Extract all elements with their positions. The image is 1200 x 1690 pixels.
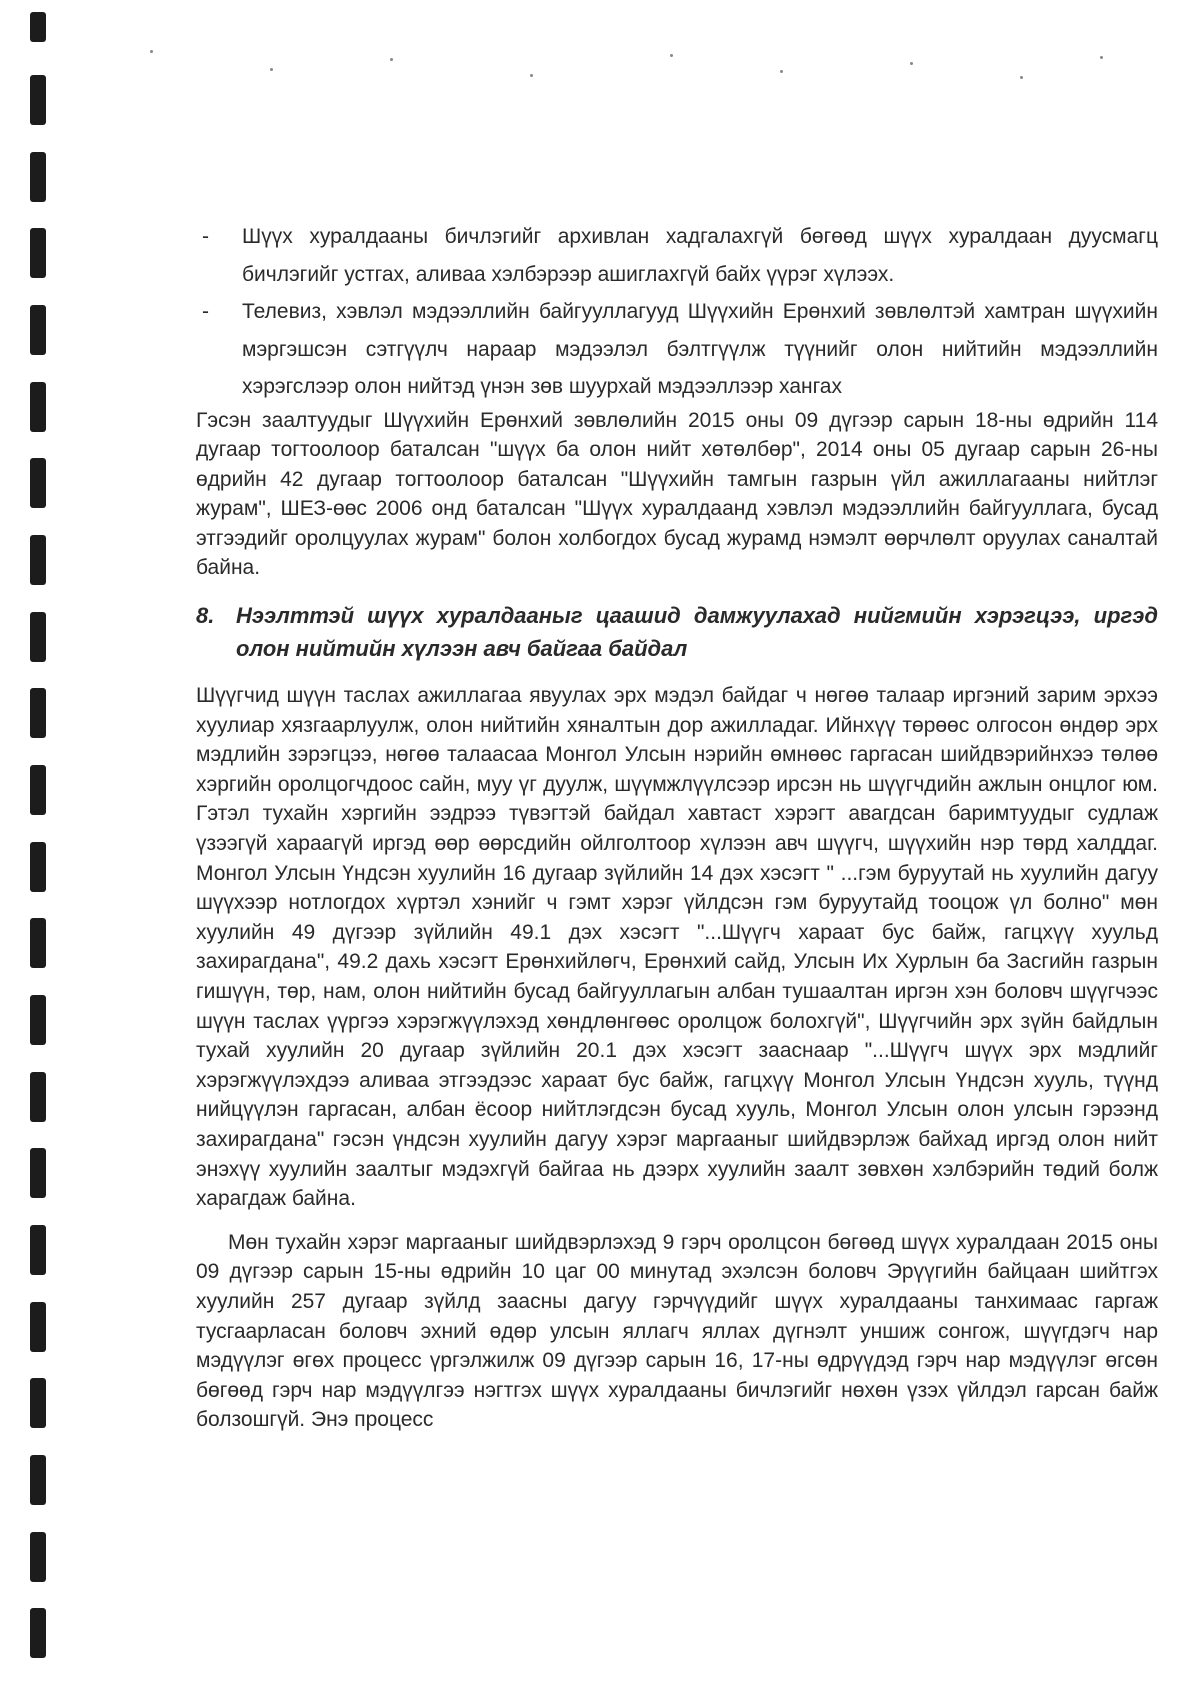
list-item-text: Шүүх хуралдааны бичлэгийг архивлан хадгалахгүй бөгөөд шүүх хуралдаан дуусмагц бичлэгийг устгах, аливаа хэлбэрээр ашиглахгүй байх үүрэг хүлээх. bbox=[242, 225, 1158, 286]
binding-hole bbox=[30, 535, 46, 585]
binding-hole bbox=[30, 1532, 46, 1582]
list-item bbox=[202, 293, 1158, 406]
binding-hole bbox=[30, 305, 46, 355]
binding-hole bbox=[30, 458, 46, 508]
binding-hole bbox=[30, 1148, 46, 1198]
list-item-text: Телевиз, хэвлэл мэдээллийн байгууллагууд Шүүхийн Ерөнхий зөвлөлтэй хамтран шүүхийн мэргэшсэн сэтгүүлч нараар мэдээлэл бэлтгүүлж түүнийг олон нийтийн мэдээллийн хэрэгслээр олон нийтэд үнэн зөв шуурхай мэдээллээр хангах bbox=[242, 300, 1158, 398]
binding-hole bbox=[30, 842, 46, 892]
binding-hole bbox=[30, 1455, 46, 1505]
binding-hole bbox=[30, 995, 46, 1045]
binding-hole bbox=[30, 75, 46, 125]
section-title: Нээлттэй шүүх хуралдааныг цаашид дамжуулахад нийгмийн хэрэгцээ, иргэд олон нийтийн хүлээн авч байгаа байдал bbox=[236, 603, 1158, 662]
binding-hole bbox=[30, 1225, 46, 1275]
binding-hole bbox=[30, 1378, 46, 1428]
binding-hole bbox=[30, 228, 46, 278]
binding-hole bbox=[30, 918, 46, 968]
binding-hole bbox=[30, 152, 46, 202]
binding-hole bbox=[30, 12, 46, 42]
dash-marker: - bbox=[202, 300, 209, 323]
binding-hole bbox=[30, 1302, 46, 1352]
paragraph: Гэсэн заалтуудыг Шүүхийн Ерөнхий зөвлөлийн 2015 оны 09 дүгээр сарын 18-ны өдрийн 114 дугаар тогтоолоор баталсан "шүүх ба олон нийт хөтөлбөр", 2014 оны 05 дугаар сарын 26-ны өдрийн 42 дугаар тогтоолоор баталсан "Шүүхийн тамгын газрын үйл ажиллагааны нийтлэг журам", ШЕЗ-өөс 2006 онд баталсан "Шүүх хуралдаанд хэвлэл мэдээллийн байгууллага, бусад этгээдийг оролцуулах журам" болон холбогдох бусад журамд нэмэлт өөрчлөлт оруулах саналтай байна. bbox=[196, 408, 1158, 580]
binding-hole bbox=[30, 612, 46, 662]
list-item bbox=[202, 218, 1158, 293]
binding-holes bbox=[0, 0, 60, 1690]
section-heading bbox=[196, 599, 1158, 665]
bullet-list bbox=[202, 218, 1158, 406]
paragraph: Мөн тухайн хэрэг маргааныг шийдвэрлэхэд 9 гэрч оролцсон бөгөөд шүүх хуралдаан 2015 оны 09 дүгээр сарын 15-ны өдрийн 10 цаг 00 минутад эхэлсэн боловч Эрүүгийн байцаан шийтгэх хуулийн 257 дугаар зүйлд заасны дагуу гэрчүүдийг шүүх хуралдааны танхимаас гаргаж тусгаарласан боловч эхний өдөр улсын яллагч яллах дүгнэлт уншиж сонгож, шүүгдэгч нар мэдүүлэг өгөх процесс үргэлжилж 09 дүгээр сарын 16, 17-ны өдрүүдэд гэрч нар мэдүүлэг өгсөн бөгөөд гэрч нар мэдүүлгээ нэгтгэх шүүх хуралдааны бичлэгийг нөхөн үзэх үйлдэл гарсан байж болзошгүй. Энэ процесс bbox=[196, 1230, 1158, 1432]
document-body bbox=[196, 218, 1158, 1435]
section-number: 8. bbox=[196, 603, 215, 629]
paragraph: Шүүгчид шүүн таслах ажиллагаа явуулах эрх мэдэл байдаг ч нөгөө талаар иргэний зарим эрхээ хуулиар хязгаарлуулж, олон нийтийн хяналтын дор ажилладаг. Ийнхүү төрөөс олгосон өндөр эрх мэдлийн зэрэгцээ, нөгөө талаасаа Монгол Улсын нэрийн өмнөөс гаргасан шийдвэрийнхээ төлөө хэргийн оролцогчдоос сайн, муу үг дуулж, шүүмжлүүлсээр ирсэн нь шүүгчдийн ажлын онцлог юм. Гэтэл тухайн хэргийн ээдрээ түвэгтэй байдал хавтаст хэрэгт авагдсан баримтуудыг судлаж үзээгүй хараагүй иргэд өөр өөрсдийн ойлголтоор хүлээн авч шүүгч, шүүхийн нэр төрд халддаг. Монгол Улсын Үндсэн хуулийн 16 дугаар зүйлийн 14 дэх хэсэгт " ...гэм буруутай нь хуулийн дагуу шүүхээр нотлогдох хүртэл хэнийг ч гэмт хэрэг үйлдсэн гэм буруутайд тооцож үл болно" мөн хуулийн 49 дүгээр зүйлийн 49.1 дэх хэсэгт "...Шүүгч хараат бус байж, гагцхүү хуульд захирагдана", 49.2 дахь хэсэгт Ерөнхийлөгч, Ерөнхий сайд, Улсын Их Хурлын ба Засгийн газрын гишүүн, төр, нам, олон нийтийн бусад байгууллагын албан тушаалтан иргэн хэн боловч шүүгчээс шүүн таслах үүргээ хэрэгжүүлэхэд хөндлөнгөөс оролцож болохгүй", Шүүгчийн эрх зүйн байдлын тухай хуулийн 20 дугаар зүйлийн 20.1 дэх хэсэгт зааснаар "...Шүүгч шүүх эрх мэдлийг хэрэгжүүлэхдээ аливаа этгээдээс хараат бус байж, гагцхүү Монгол Улсын Үндсэн хууль, түүнд нийцүүлэн гаргасан, албан ёсоор нийтлэгдсэн бусад хууль, Монгол Улсын олон улсын гэрээнд захирагдана" гэсэн үндсэн хуулийн дагуу хэрэг маргааныг шийдвэрлэж байхад иргэд олон нийт энэхүү хуулийн заалтыг мэдэхгүй байгаа нь дээрх хуулийн заалт зөвхөн хэлбэрийн төдий болж харагдаж байна. bbox=[196, 684, 1158, 1211]
binding-hole bbox=[30, 765, 46, 815]
binding-hole bbox=[30, 1608, 46, 1658]
binding-hole bbox=[30, 1072, 46, 1122]
scan-artifact bbox=[60, 40, 1160, 100]
binding-hole bbox=[30, 688, 46, 738]
binding-hole bbox=[30, 382, 46, 432]
dash-marker: - bbox=[202, 225, 209, 248]
